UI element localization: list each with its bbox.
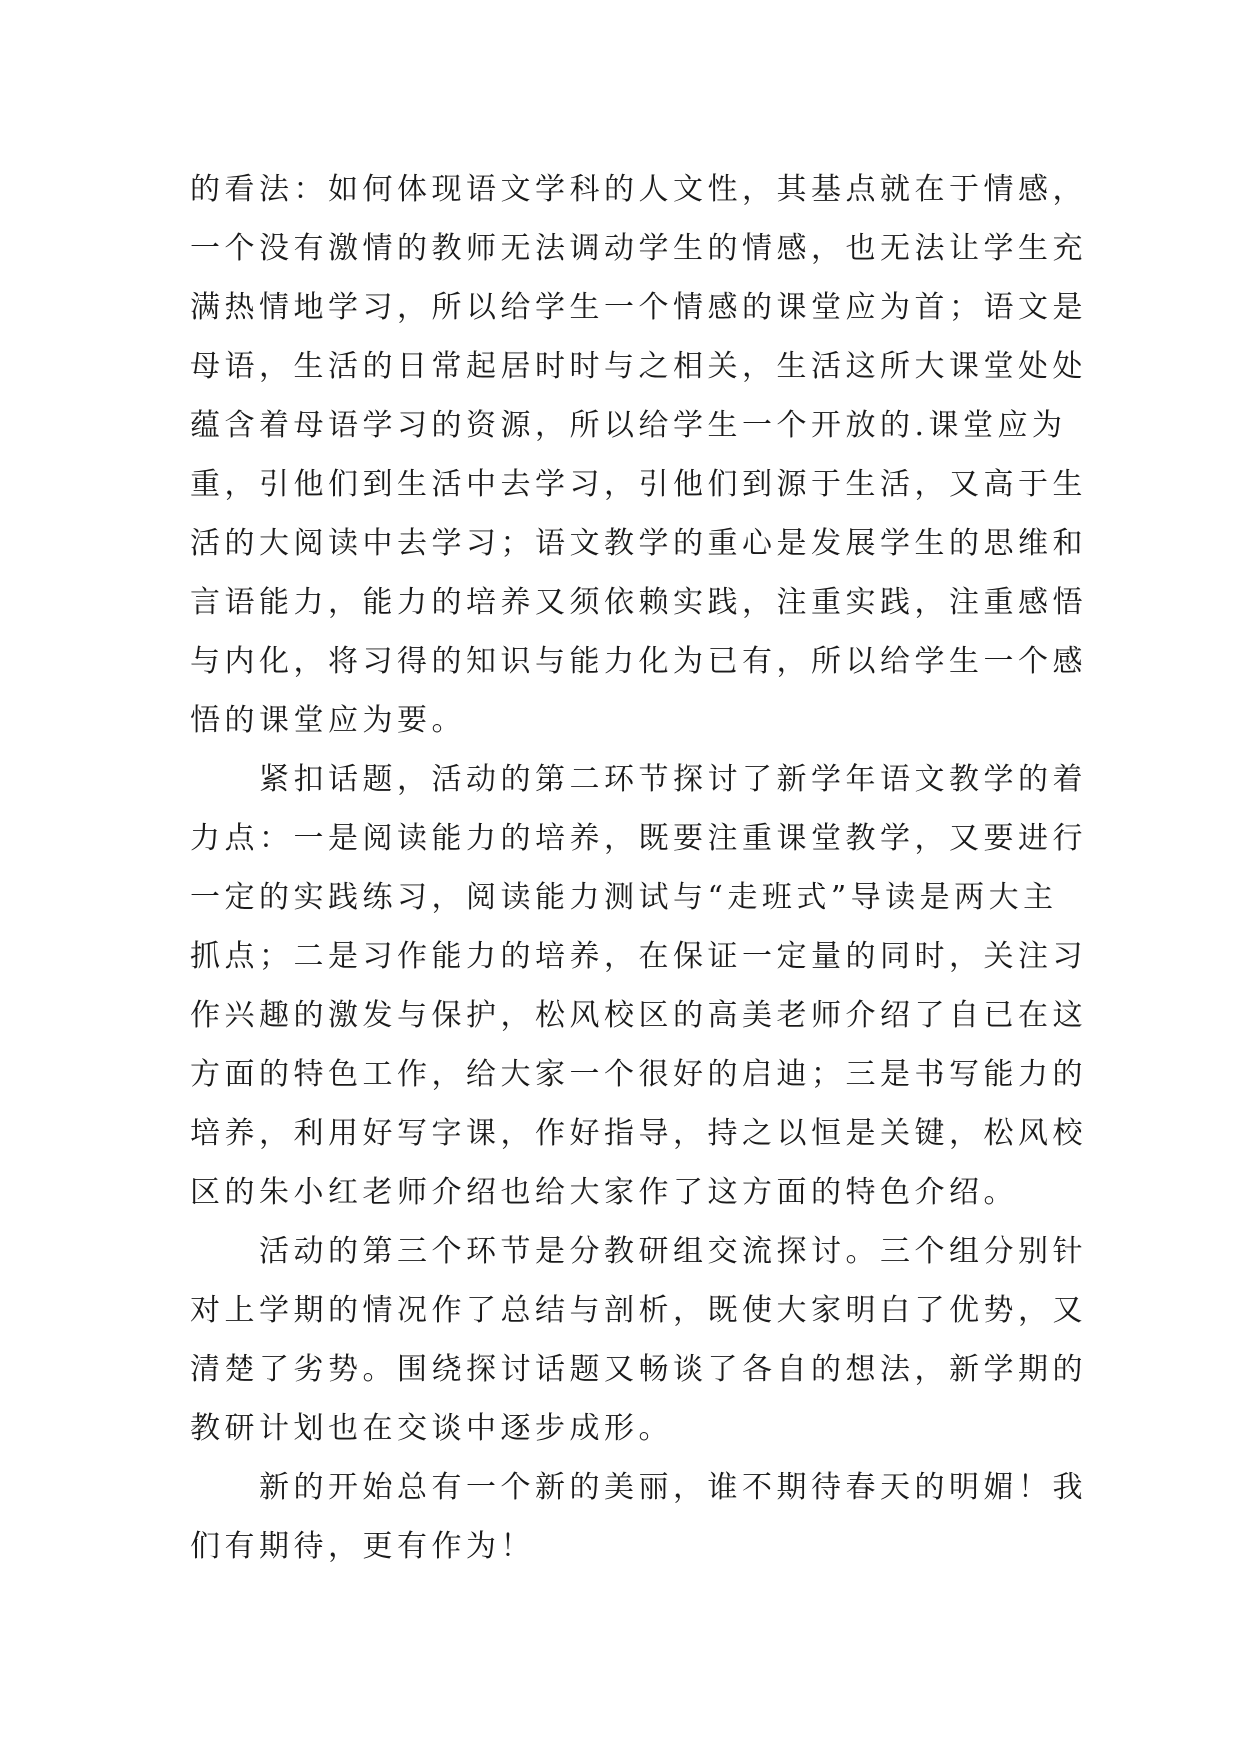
text-line: 与内化，将习得的知识与能力化为已有，所以给学生一个感 [190,644,1087,679]
text-line: 教研计划也在交谈中逐步成形。 [190,1411,673,1446]
text-line: 言语能力，能力的培养又须依赖实践，注重实践，注重感悟 [190,585,1087,620]
text-line: 对上学期的情况作了总结与剖析，既使大家明白了优势，又 [190,1293,1087,1328]
text-line: 新的开始总有一个新的美丽，谁不期待春天的明媚！我 [190,1470,1087,1505]
text-line: 培养，利用好写字课，作好指导，持之以恒是关键，松风校 [190,1116,1087,1151]
text-line: 重，引他们到生活中去学习，引他们到源于生活，又高于生 [190,467,1087,502]
text-line: 抓点；二是习作能力的培养，在保证一定量的同时，关注习 [190,939,1087,974]
text-line: 活的大阅读中去学习；语文教学的重心是发展学生的思维和 [190,526,1087,561]
text-line: 方面的特色工作，给大家一个很好的启迪；三是书写能力的 [190,1057,1087,1092]
text-line: 们有期待，更有作为！ [190,1529,535,1564]
text-line: 的看法：如何体现语文学科的人文性，其基点就在于情感， [190,172,1087,207]
text-line: 力点：一是阅读能力的培养，既要注重课堂教学，又要进行 [190,821,1087,856]
text-line: 满热情地学习，所以给学生一个情感的课堂应为首；语文是 [190,290,1087,325]
text-line: 作兴趣的激发与保护，松风校区的高美老师介绍了自已在这 [190,998,1087,1033]
text-line: 清楚了劣势。围绕探讨话题又畅谈了各自的想法，新学期的 [190,1352,1087,1387]
text-line: 蕴含着母语学习的资源，所以给学生一个开放的.课堂应为 [190,408,1067,443]
body-text [190,160,1087,1576]
text-line: 一定的实践练习，阅读能力测试与“走班式”导读是两大主 [190,880,1058,915]
text-line: 一个没有激情的教师无法调动学生的情感，也无法让学生充 [190,231,1087,266]
text-line: 母语，生活的日常起居时时与之相关，生活这所大课堂处处 [190,349,1087,384]
text-line: 活动的第三个环节是分教研组交流探讨。三个组分别针 [190,1234,1087,1269]
text-line: 区的朱小红老师介绍也给大家作了这方面的特色介绍。 [190,1175,1018,1210]
text-line: 紧扣话题，活动的第二环节探讨了新学年语文教学的着 [190,762,1087,797]
text-line: 悟的课堂应为要。 [190,703,466,738]
